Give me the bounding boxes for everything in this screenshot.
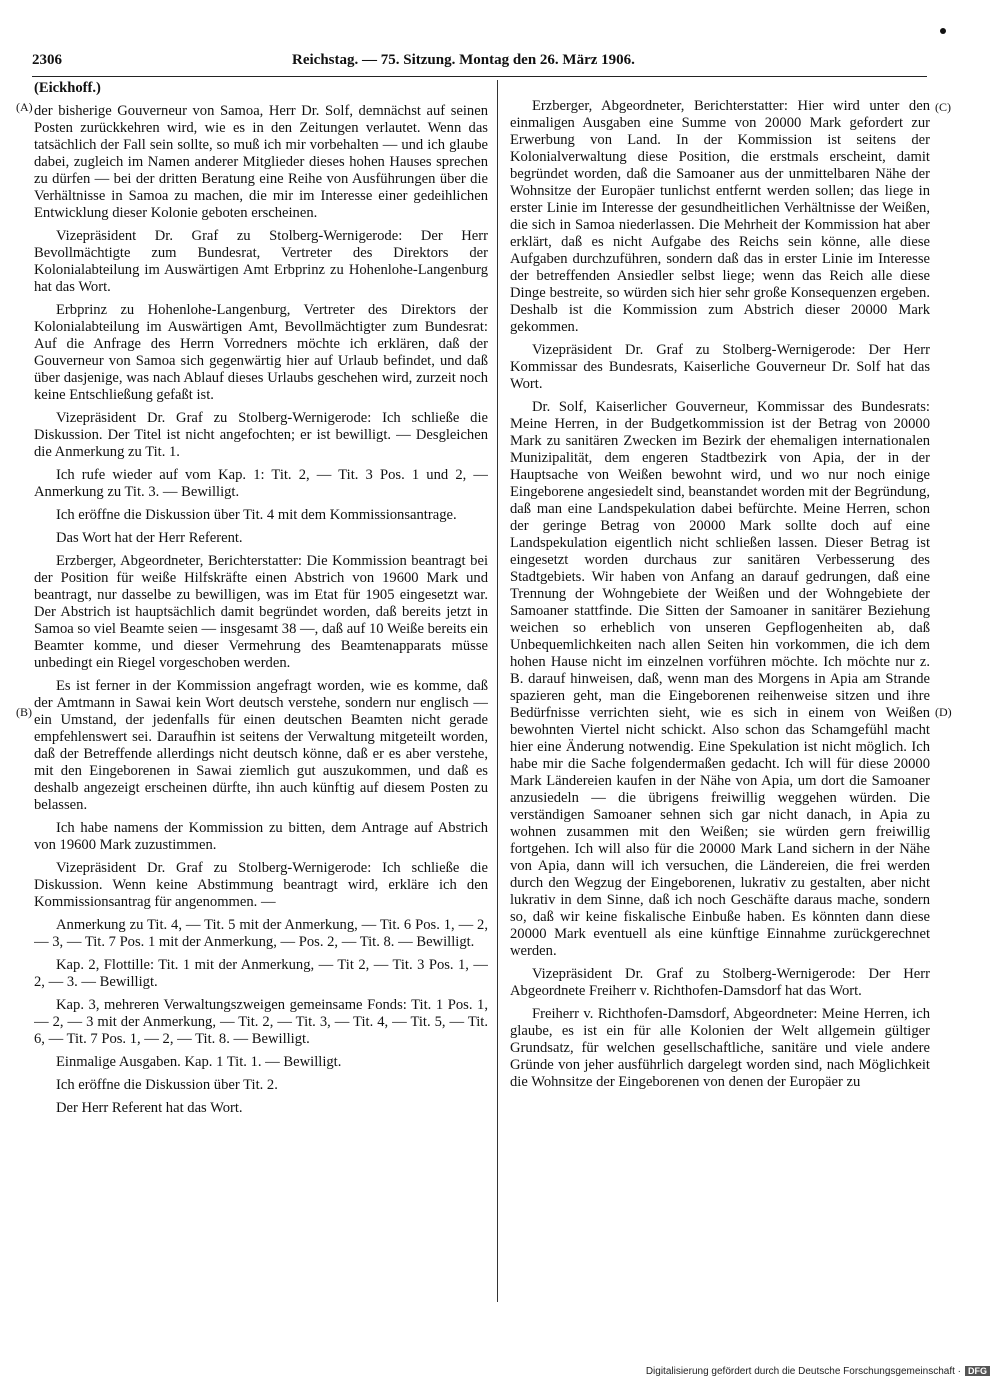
paragraph: Der Herr Referent hat das Wort. [56, 1100, 243, 1116]
margin-marker-b: (B) [16, 705, 32, 719]
paragraph: Das Wort hat der Herr Referent. [56, 530, 243, 546]
paragraph: Es ist ferner in der Kommission angefragt worden, wie es komme, daß der Amtmann in Sawai kein Wort deutsch verstehe, sondern nur englisch — ein Umstand, der jedenfalls für einen deutschen Beamten nicht gerade empfehlenswert sei. Daraufhin ist seitens der Verwaltung mitgeteilt worden, daß der Betreffende allerdings nicht deutsch könne, daß er es aber verstehe, mit den Eingeborenen in Sawai ziemlich gut auszukommen, und daß es deshalb angezeigt erscheinen dürfte, ihn auch künftig auf diesem Posten zu belassen. [34, 678, 488, 813]
paragraph: Kap. 3, mehreren Verwaltungszweigen gemeinsame Fonds: Tit. 1 Pos. 1, — 2, — 3 mit der Anmerkung, — Tit. 2, — Tit. 3, — Tit. 4, — Tit. 5, — Tit. 6, — Tit. 7 Pos. 1, — 2, — Tit. 8. — Bewilligt. [34, 997, 488, 1047]
paragraph: Erzberger, Abgeordneter, Berichterstatter: Hier wird unter den einmaligen Ausgaben eine Summe von 20000 Mark gefordert zur Erwerbung von Land. In der Kommission ist seitens der Kolonialverwaltung diese Position, die erstmals erscheint, damit begründet worden, daß die Samoaner aus der unmittelbaren Nähe der Wohnsitze der Europäer tunlichst entfernt werden sollen; das liege in erster Linie im Interesse der gesundheitlichen Verhältnisse der Weißen, die sich in Samoa niederlassen. Die Mehrheit der Kommission hat aber erklärt, daß es nicht Aufgabe des Reichs sein könne, alle diese Aufgaben durchzuführen, sondern daß das in erster Linie im Interesse der betreffenden Ansiedler selbst liege; wenn das Reich alle diese Dinge bestreite, so würden sich hier sehr große Konsequenzen ergeben. Deshalb ist die Kommission zum Abstrich dieser 20000 Mark gekommen. [510, 98, 930, 335]
paragraph: Vizepräsident Dr. Graf zu Stolberg-Wernigerode: Ich schließe die Diskussion. Der Titel ist nicht angefochten; er ist bewilligt. — Desgleichen die Anmerkung zu Tit. 1. [34, 410, 488, 460]
paragraph: Vizepräsident Dr. Graf zu Stolberg-Wernigerode: Der Herr Bevollmächtigte zum Bundesrat, Vertreter des Direktors der Kolonialabteilung im Auswärtigen Amt Erbprinz zu Hohenlohe-Langenburg hat das Wort. [34, 228, 488, 295]
right-column [510, 98, 930, 1323]
paragraph: Ich eröffne die Diskussion über Tit. 2. [56, 1077, 278, 1093]
paragraph: Dr. Solf, Kaiserlicher Gouverneur, Kommissar des Bundesrats: Meine Herren, in der Budgetkommission ist der Betrag von 20000 Mark zu sanitären Zwecken im Bezirk der ehemaligen internationalen Munizipalität, dem engeren Stadtbezirk von Apia, der in der Hauptsache von Weißen bewohnt wird, und wo nur noch einige Eingeborene angesiedelt sind, beanstandet worden mit der Begründung, daß man eine Landspekulation dabei befürchte. Meine Herren, schon der geringe Betrag von 20000 Mark sollte doch auf eine Landspekulation eigentlich nicht schließen lassen. Dieser Betrag ist eingesetzt worden durchaus zur sanitären Verbesserung des Stadtgebiets. Wir haben von Anfang an darauf gedrungen, daß eine Trennung der Wohngebiete der Weißen und der Wohngebiete der Samoaner stattfinde. Die Sitten der Samoaner in sanitärer Beziehung weichen so erheblich von unseren Gepflogenheiten ab, daß Unbequemlichkeiten nach allen Seiten hin vorkommen, die ich dem hohen Hause nicht im einzelnen vorführen möchte. Ich möchte nur z. B. darauf hinweisen, daß, wenn man des Morgens in Apia am Strande spazieren geht, man die Eingeborenen reihenweise sitzen und ihre Bedürfnisse verrichten sieht, wie es sich in einem von Weißen bewohnten Viertel nicht schickt. Also schon das Schamgefühl macht hier eine Änderung notwendig. Eine Spekulation ist nicht möglich. Ich habe mir die Sache folgendermaßen gedacht. Ich will für diese 20000 Mark Ländereien kaufen in der Nähe von Apia, um dort die Samoaner anzusiedeln — die übrigens freiwillig weggehen würden. Die verständigen Samoaner sehnen sich gar nicht danach, in Apia zu wohnen zusammen mit den Weißen; sie würden gern freiwillig fortgehen. Ich will also für die 20000 Mark Land sichern in der Nähe von Apia, dann will ich versuchen, die Ländereien, die frei werden durch den Wegzug der Eingeborenen, lukrativ zu gestalten, aber nicht lukrativ in dem Sinne, daß ich noch Geschäfte daraus mache, sondern so, daß wir keine fiskalische Einbuße haben. Es könnten dann diese 20000 Mark eventuell als eine künftige Einnahme zurückgerechnet werden. [510, 399, 930, 959]
paragraph: Anmerkung zu Tit. 4, — Tit. 5 mit der Anmerkung, — Tit. 6 Pos. 1, — 2, — 3, — Tit. 7 Pos. 1 mit der Anmerkung, — Pos. 2, — Tit. 8. — Bewilligt. [34, 917, 488, 950]
left-column [34, 80, 488, 1305]
page-header [32, 50, 927, 77]
paragraph: Vizepräsident Dr. Graf zu Stolberg-Wernigerode: Ich schließe die Diskussion. Wenn keine Abstimmung beantragt wird, erkläre ich den Kommissionsantrag für angenommen. — [34, 860, 488, 910]
running-head: Reichstag. — 75. Sitzung. Montag den 26. März 1906. [292, 52, 635, 68]
paragraph: Ich habe namens der Kommission zu bitten, dem Antrage auf Abstrich von 19600 Mark zuzustimmen. [34, 820, 488, 853]
footer [600, 1366, 990, 1377]
dfg-logo: DFG [965, 1366, 990, 1376]
paragraph: Erzberger, Abgeordneter, Berichterstatter: Die Kommission beantragt bei der Position für weiße Hilfskräfte einen Abstrich von 19600 Mark und beantragt, nur dasselbe zu bewilligen, was im Etat für 1905 eingesetzt war. Der Abstrich ist hauptsächlich damit begründet worden, daß bereits jetzt in Samoa so viel Beamte seien — insgesamt 38 —, daß auf 10 Weiße bereits ein Beamter komme, und dieser Vermehrung des Beamtenapparats müsse unbedingt ein Riegel vorgeschoben werden. [34, 553, 488, 671]
paragraph: Einmalige Ausgaben. Kap. 1 Tit. 1. — Bewilligt. [56, 1054, 342, 1070]
paragraph: der bisherige Gouverneur von Samoa, Herr Dr. Solf, demnächst auf seinen Posten zurückkehren wird, wie es in den Zeitungen verlautet. Wenn das tatsächlich der Fall sein sollte, so muß ich mir vorbehalten — und ich glaube dabei, zugleich im Namen anderer Mitglieder dieses hohen Hauses sprechen zu dürfen — bei der dritten Beratung eine Reihe von Ausführungen über die Verhältnisse in Samoa zu machen, die mir im Interesse einer gedeihlichen Entwicklung dieser Kolonie geboten erscheinen. [34, 103, 488, 221]
paragraph: Erbprinz zu Hohenlohe-Langenburg, Vertreter des Direktors der Kolonialabteilung im Auswärtigen Amt, Bevollmächtigter zum Bundesrat: Auf die Anfrage des Herrn Vorredners möchte ich erklären, daß der Gouverneur von Samoa sich gegenwärtig hier auf Urlaub befindet, und daß über dasjenige, was nach Ablauf dieses Urlaubs geschehen wird, zurzeit noch keine Entschließung gefaßt ist. [34, 302, 488, 403]
margin-marker-c: (C) [935, 100, 951, 114]
footer-text: Digitalisierung gefördert durch die Deutsche Forschungsgemeinschaft · [645, 1366, 961, 1377]
paragraph: Ich rufe wieder auf vom Kap. 1: Tit. 2, — Tit. 3 Pos. 1 und 2, — Anmerkung zu Tit. 3. — Bewilligt. [34, 467, 488, 500]
paragraph: Freiherr v. Richthofen-Damsdorf, Abgeordneter: Meine Herren, ich glaube, es ist ein für alle Kolonien der Welt allgemein gültiger Grundsatz, für welchen gesellschaftliche, sanitäre und viele andere Gründe von jeher ausführlich dargelegt worden sind, nach Möglichkeit die Wohnsitze der Eingeborenen von denen der Europäer zu [510, 1006, 930, 1090]
page-number: 2306 [32, 52, 62, 68]
paragraph: Vizepräsident Dr. Graf zu Stolberg-Wernigerode: Der Herr Kommissar des Bundesrats, Kaiserliche Gouverneur Dr. Solf hat das Wort. [510, 342, 930, 392]
column-divider [497, 80, 498, 1302]
paragraph: Vizepräsident Dr. Graf zu Stolberg-Wernigerode: Der Herr Abgeordnete Freiherr v. Richthofen-Damsdorf hat das Wort. [510, 966, 930, 999]
ink-dot [940, 28, 946, 34]
paragraph: Ich eröffne die Diskussion über Tit. 4 mit dem Kommissionsantrage. [56, 507, 457, 523]
margin-marker-d: (D) [935, 705, 952, 719]
paragraph: (Eickhoff.) [34, 80, 101, 96]
paragraph: Kap. 2, Flottille: Tit. 1 mit der Anmerkung, — Tit 2, — Tit. 3 Pos. 1, — 2, — 3. — Bewilligt. [34, 957, 488, 990]
margin-marker-a: (A) [16, 100, 33, 114]
